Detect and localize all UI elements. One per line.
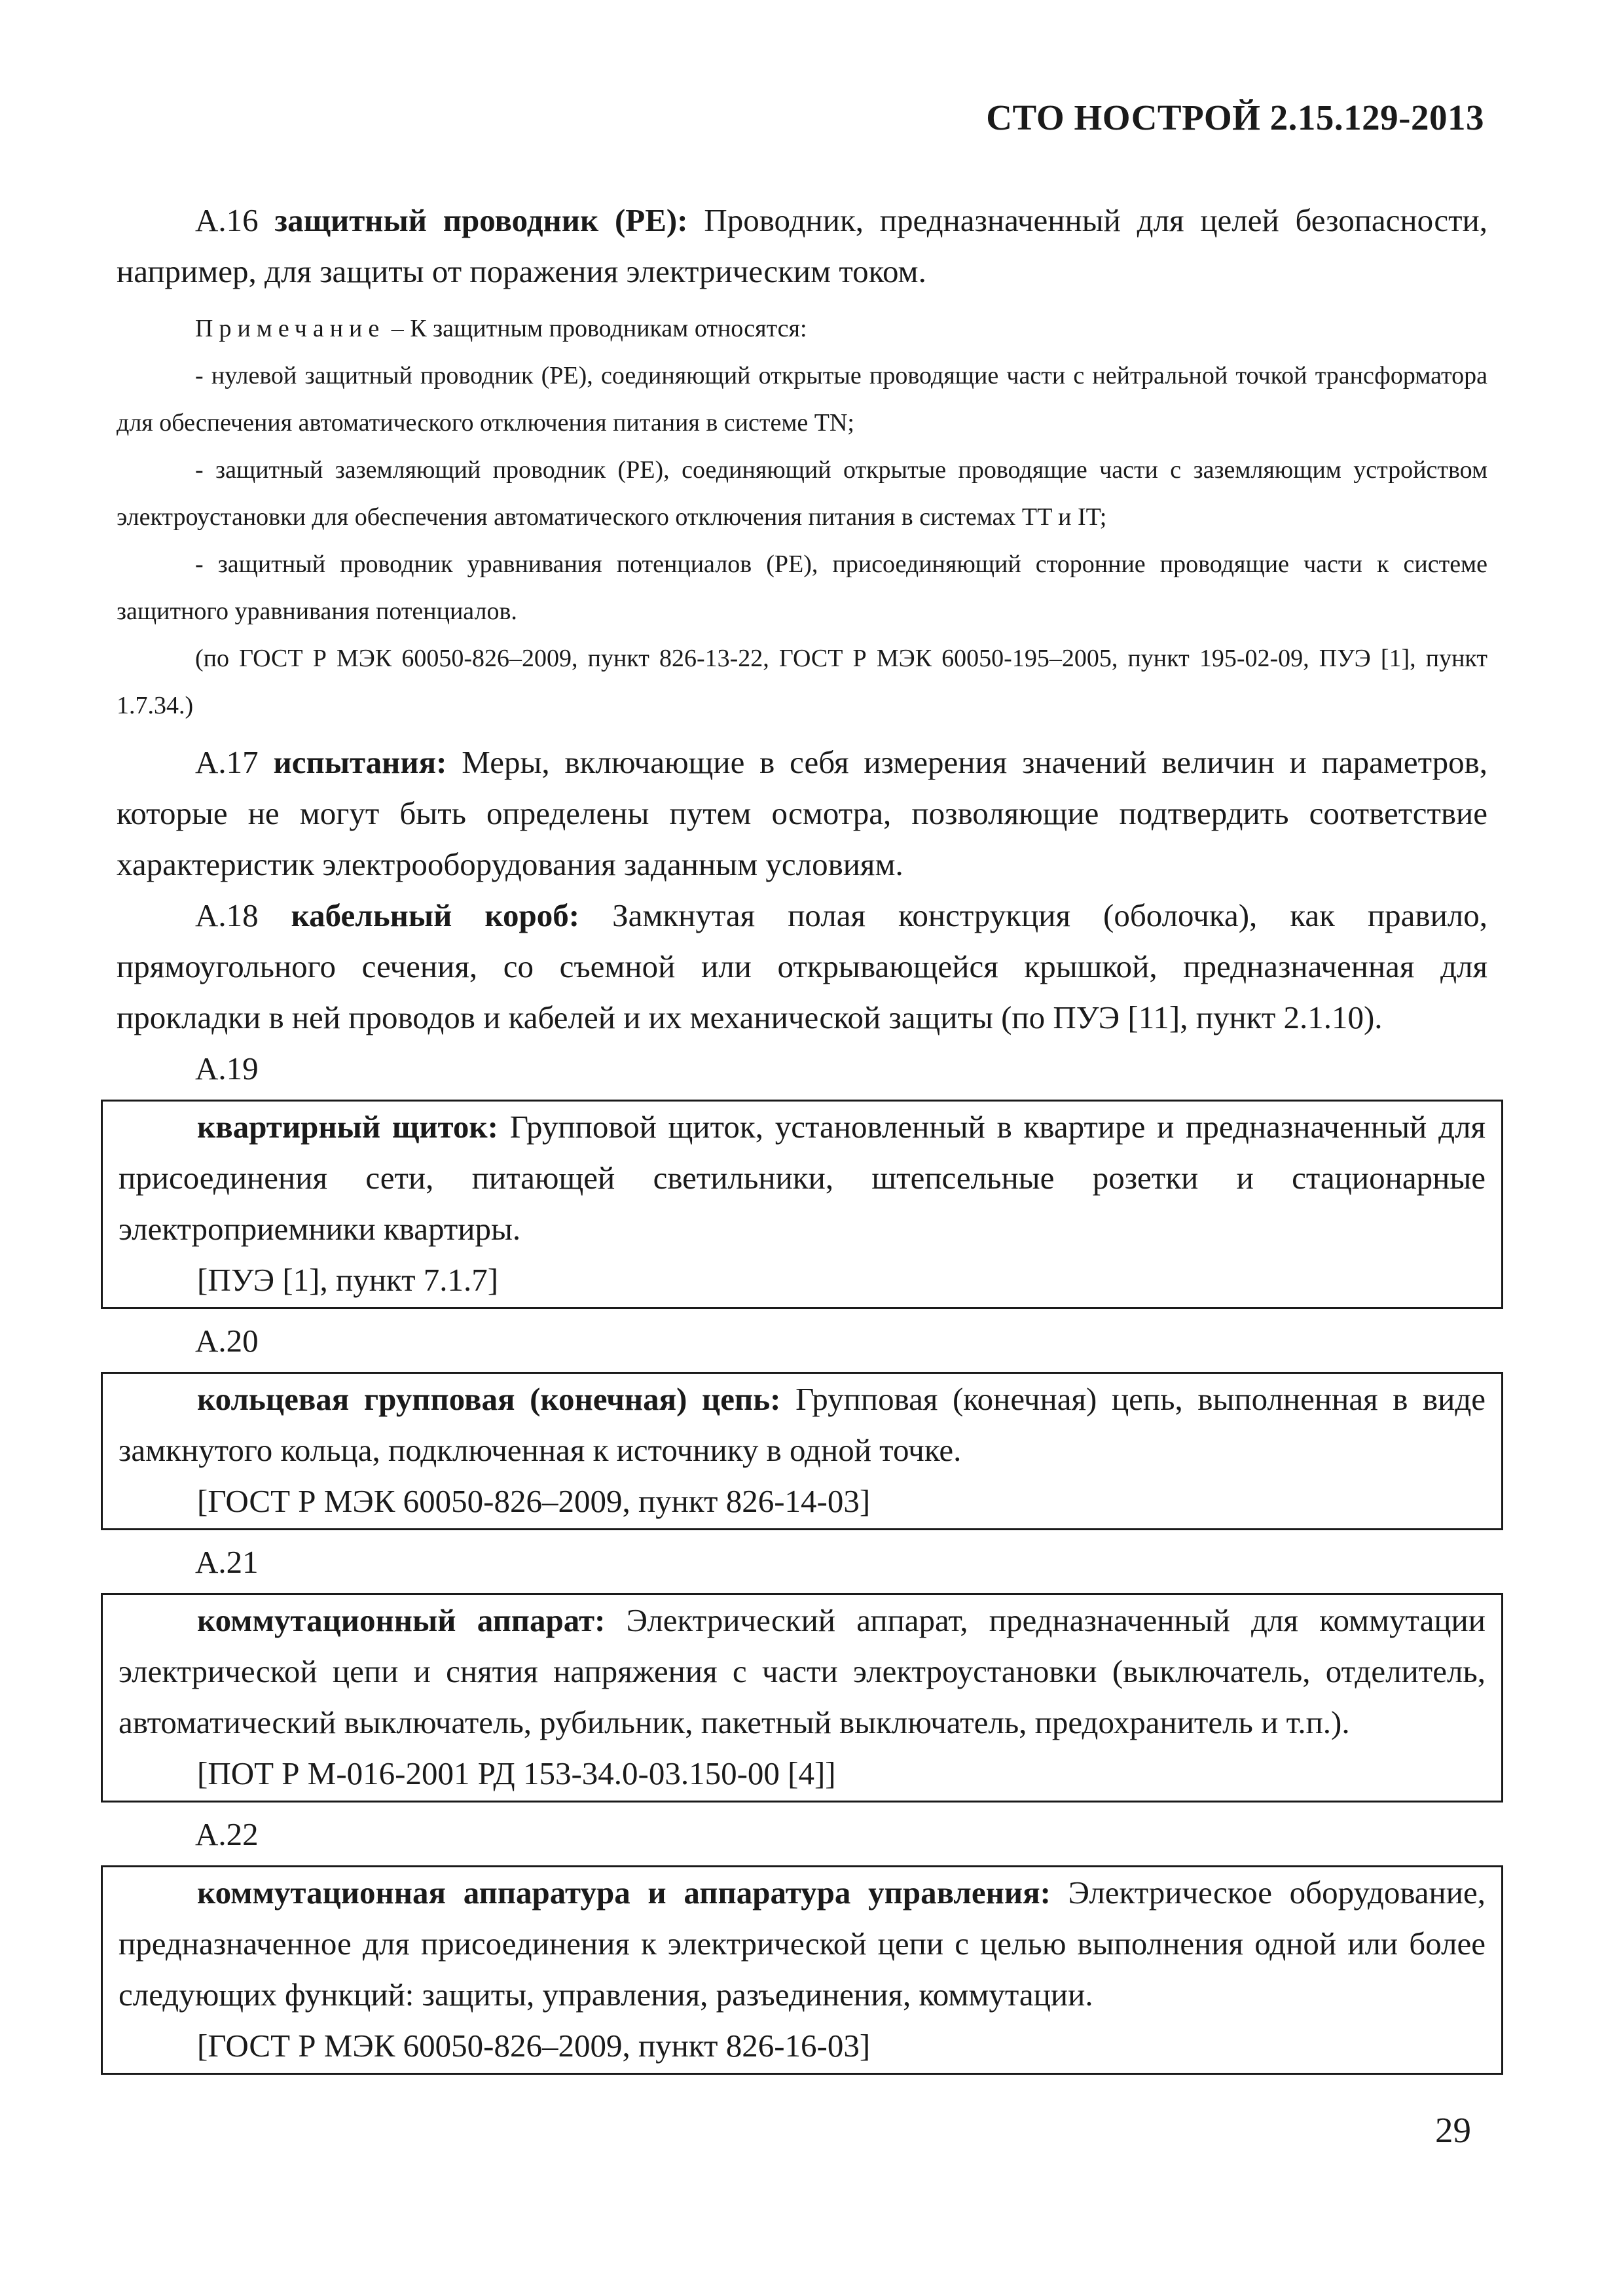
- term-a22-number: А.22: [195, 1816, 259, 1852]
- term-a20-box: [101, 1372, 1503, 1530]
- term-number: А.17: [195, 744, 274, 780]
- note-lead: – К защитным проводникам относятся:: [385, 315, 807, 342]
- term-name: коммутационный аппарат:: [197, 1602, 606, 1638]
- term-name: квартирный щиток:: [197, 1109, 498, 1145]
- term-a21-reference: [ПОТ Р М-016-2001 РД 153-34.0-03.150-00 [4]]: [197, 1755, 836, 1791]
- term-name: защитный проводник (PE):: [274, 202, 688, 238]
- term-a18: [117, 890, 1487, 1043]
- term-a21-number: А.21: [195, 1544, 259, 1580]
- term-definition: Групповая (конечная) цепь, выполненная в виде замкнутого кольца, подключенная к источнику в одной точке.: [119, 1381, 1486, 1468]
- term-a19-number: А.19: [195, 1050, 259, 1086]
- term-a20-number: А.20: [195, 1323, 259, 1359]
- term-a21-box: [101, 1593, 1503, 1803]
- note-source: (по ГОСТ Р МЭК 60050-826–2009, пункт 826-13-22, ГОСТ Р МЭК 60050-195–2005, пункт 195-02-09, ПУЭ [1], пункт 1.7.34.): [117, 645, 1487, 719]
- term-a20-reference: [ГОСТ Р МЭК 60050-826–2009, пункт 826-14-03]: [197, 1483, 871, 1519]
- term-a19-reference: [ПУЭ [1], пункт 7.1.7]: [197, 1262, 499, 1298]
- term-definition: Меры, включающие в себя измерения значений величин и параметров, которые не могут быть определены путем осмотра, позволяющие подтвердить соответствие характеристик электрооборудования заданным условиям.: [117, 744, 1488, 882]
- term-a20: [119, 1374, 1486, 1476]
- term-a16: [117, 195, 1487, 297]
- term-name: кабельный короб:: [291, 897, 580, 933]
- term-definition: Проводник, предназначенный для целей безопасности, например, для защиты от поражения электрическим током.: [117, 202, 1487, 289]
- term-a22-box: [101, 1865, 1503, 2075]
- term-a19-box: [101, 1100, 1503, 1309]
- note-label: Примечание: [195, 315, 386, 342]
- term-definition: Замкнутая полая конструкция (оболочка), как правило, прямоугольного сечения, со съемной или открывающейся крышкой, предназначенная для прокладки в ней проводов и кабелей и их механической защиты (по ПУЭ [11], пункт 2.1.10).: [117, 897, 1487, 1035]
- note-intro: [117, 305, 1487, 352]
- term-number: А.16: [195, 202, 275, 238]
- term-a17: [117, 737, 1487, 890]
- term-definition: Электрический аппарат, предназначенный для коммутации электрической цепи и снятия напряжения с части электроустановки (выключатель, отделитель, автоматический выключатель, рубильник, пакетный выключатель, предохранитель и т.п.).: [119, 1602, 1486, 1740]
- term-name: испытания:: [273, 744, 447, 780]
- page-number: 29: [1435, 2110, 1471, 2150]
- term-a22-reference: [ГОСТ Р МЭК 60050-826–2009, пункт 826-16-03]: [197, 2028, 871, 2064]
- term-a19: [119, 1102, 1486, 1255]
- document-code-header: СТО НОСТРОЙ 2.15.129-2013: [986, 98, 1484, 137]
- note-item-3: - защитный проводник уравнивания потенциалов (PE), присоединяющий сторонние проводящие части к системе защитного уравнивания потенциалов.: [117, 550, 1487, 625]
- term-number: А.18: [195, 897, 291, 933]
- term-name: кольцевая групповая (конечная) цепь:: [197, 1381, 781, 1417]
- term-name: коммутационная аппаратура и аппаратура управления:: [197, 1874, 1051, 1910]
- term-a22: [119, 1867, 1486, 2020]
- document-body: [117, 195, 1487, 2081]
- note-item-2: - защитный заземляющий проводник (PE), соединяющий открытые проводящие части с заземляющим устройством электроустановки для обеспечения автоматического отключения питания в системах TT и IT;: [117, 456, 1487, 531]
- note-item-1: - нулевой защитный проводник (PE), соединяющий открытые проводящие части с нейтральной точкой трансформатора для обеспечения автоматического отключения питания в системе TN;: [117, 362, 1487, 437]
- term-definition: Групповой щиток, установленный в квартире и предназначенный для присоединения сети, питающей светильники, штепсельные розетки и стационарные электроприемники квартиры.: [119, 1109, 1486, 1247]
- term-a21: [119, 1595, 1486, 1748]
- term-definition: Электрическое оборудование, предназначенное для присоединения к электрической цепи с целью выполнения одной или более следующих функций: защиты, управления, разъединения, коммутации.: [119, 1874, 1486, 2013]
